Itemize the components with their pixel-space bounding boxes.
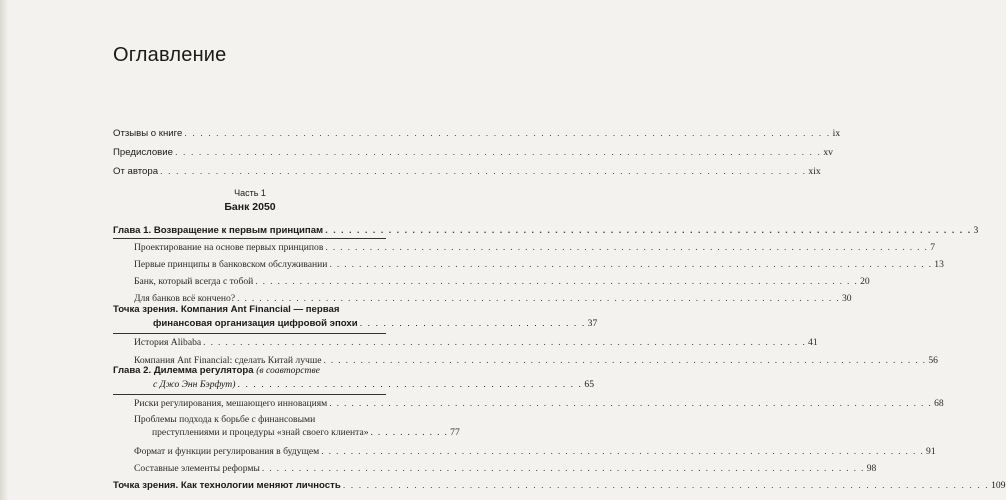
toc-subentry-label: Проектирование на основе первых принципов <box>134 242 324 253</box>
leader-dots <box>323 355 926 366</box>
page-title: Оглавление <box>113 44 227 66</box>
toc-entry-reviews[interactable] <box>113 128 841 139</box>
toc-subentry-label: Риски регулирования, мешающего инновациям <box>134 398 328 409</box>
leader-dots <box>325 225 971 236</box>
toc-subentry[interactable] <box>134 337 818 348</box>
toc-viewpoint-label: Точка зрения. Как технологии меняют личность <box>113 480 341 491</box>
toc-entry-preface[interactable] <box>113 147 833 158</box>
toc-subentry[interactable] <box>134 446 936 457</box>
toc-chapter-label: Глава 2. Дилемма регулятора <box>113 365 254 376</box>
toc-chapter-1[interactable] <box>113 225 979 236</box>
toc-subentry-page: 91 <box>926 446 936 457</box>
toc-subentry-label-line2: преступлениями и процедуры «знай своего клиента» <box>152 427 369 438</box>
leader-dots <box>184 128 830 139</box>
part-title: Банк 2050 <box>224 201 276 213</box>
toc-entry-label: Отзывы о книге <box>113 128 183 139</box>
toc-subentry-label: Формат и функции регулирования в будущем <box>134 446 320 457</box>
toc-entry-label: От автора <box>113 166 159 177</box>
leader-dots <box>175 147 821 158</box>
toc-subentry-label: История Alibaba <box>134 337 202 348</box>
toc-viewpoint-page: 37 <box>587 318 598 329</box>
toc-subentry[interactable] <box>134 242 936 253</box>
toc-entry-label: Предисловие <box>113 147 173 158</box>
leader-dots <box>203 337 806 348</box>
leader-dots <box>329 398 932 409</box>
toc-viewpoint-line2 <box>113 317 598 331</box>
toc-subentry[interactable] <box>134 398 944 409</box>
toc-chapter-page: 65 <box>584 379 594 390</box>
divider <box>113 394 386 395</box>
page-spine-shadow <box>0 0 8 500</box>
toc-chapter-2-line1 <box>113 364 386 378</box>
toc-entry-page: ix <box>832 128 841 139</box>
toc-viewpoint-label-line2: финансовая организация цифровой эпохи <box>153 318 358 329</box>
leader-dots <box>160 166 806 177</box>
toc-subentry-page: 13 <box>934 259 944 270</box>
toc-subentry-line2 <box>134 426 460 439</box>
leader-dots <box>325 242 928 253</box>
divider <box>113 333 386 334</box>
toc-subentry-label: Составные элементы реформы <box>134 463 260 474</box>
toc-viewpoint-2[interactable] <box>113 480 1006 491</box>
toc-viewpoint-label-line1: Точка зрения. Компания Ant Financial — первая <box>113 304 340 315</box>
toc-viewpoint-1[interactable] <box>113 303 598 331</box>
toc-subentry-page: 20 <box>860 276 870 287</box>
toc-chapter-page: 3 <box>973 225 979 236</box>
toc-subentry-two-line[interactable] <box>134 413 460 439</box>
toc-entry-page: xv <box>823 147 833 158</box>
leader-dots: . . . . . . . . . . . <box>370 427 449 438</box>
toc-subentry[interactable] <box>134 463 877 474</box>
leader-dots: . . . . . . . . . . . . . . . . . . . . . . . . . . . . . . . . . . . . . . . . . . . . <box>237 379 583 390</box>
toc-viewpoint-page: 109 <box>991 480 1006 491</box>
leader-dots <box>262 463 865 474</box>
toc-chapter-label: Глава 1. Возвращение к первым принципам <box>113 225 324 236</box>
toc-chapter-2[interactable] <box>113 364 594 392</box>
toc-subentry-label: Компания Ant Financial: сделать Китай лучше <box>134 355 322 366</box>
divider <box>113 238 386 239</box>
leader-dots <box>343 480 989 491</box>
toc-subentry[interactable] <box>134 259 944 270</box>
toc-chapter-coauthor-cont: с Джо Энн Бэрфут) <box>153 379 236 390</box>
toc-subentry-label: Для банков всё кончено? <box>134 293 236 304</box>
toc-subentry-page: 68 <box>934 398 944 409</box>
leader-dots <box>329 259 932 270</box>
toc-entry-author-note[interactable] <box>113 166 821 177</box>
toc-subentry-page: 77 <box>450 427 460 438</box>
toc-subentry-page: 30 <box>841 293 852 304</box>
toc-subentry-page: 41 <box>808 337 818 348</box>
leader-dots <box>321 446 924 457</box>
toc-subentry-label-line1: Проблемы подхода к борьбе с финансовыми <box>134 414 316 425</box>
toc-subentry-page: 56 <box>928 355 938 366</box>
toc-entry-page: xix <box>808 166 821 177</box>
toc-subentry-page: 7 <box>930 242 936 253</box>
toc-chapter-coauthor: (в соавторстве <box>256 365 320 376</box>
leader-dots <box>255 276 858 287</box>
toc-subentry-label: Первые принципы в банковском обслуживании <box>134 259 328 270</box>
toc-subentry-label: Банк, который всегда с тобой <box>134 276 254 287</box>
part-label: Часть 1 <box>234 188 266 198</box>
toc-chapter-2-line2 <box>113 378 594 392</box>
toc-subentry-page: 98 <box>866 463 877 474</box>
toc-subentry[interactable] <box>134 276 870 287</box>
leader-dots: . . . . . . . . . . . . . . . . . . . . . . . . . . . . . <box>359 318 586 329</box>
